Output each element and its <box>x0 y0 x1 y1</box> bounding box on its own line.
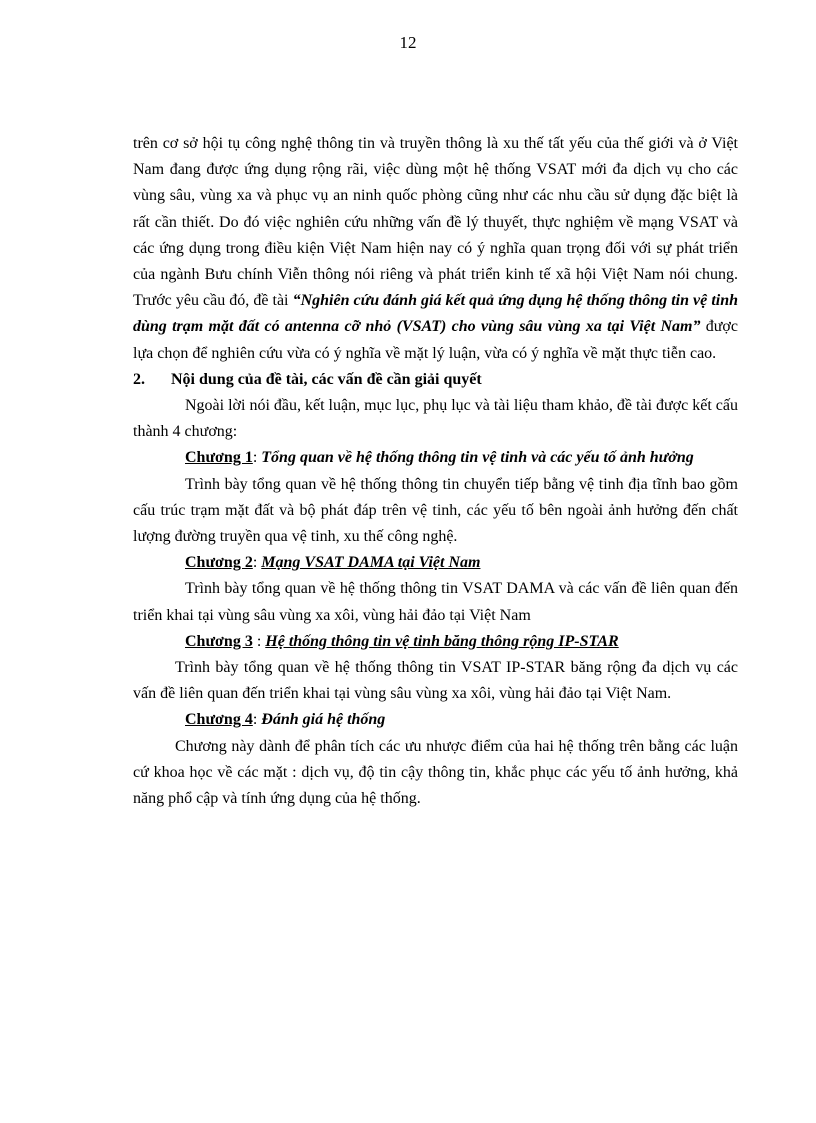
chapter-label: Chương 2 <box>185 554 253 572</box>
chapter-label: Chương 4 <box>185 711 253 729</box>
topic-title: “Nghiên cứu đánh giá kết quả ứng dụng hệ thống thông tin vệ tinh dùng trạm mặt đất có antenna cỡ nhỏ (VSAT) cho vùng sâu vùng xa tại Việt Nam” <box>133 292 739 336</box>
section-intro: Ngoài lời nói đầu, kết luận, mục lục, phụ lục và tài liệu tham khảo, đề tài được kết cấu thành 4 chương: <box>133 397 738 441</box>
chapter-description: Chương này dành để phân tích các ưu nhược điểm của hai hệ thống trên bằng các luận cứ khoa học về các mặt : dịch vụ, độ tin cậy thông tin, khắc phục các yếu tố ảnh hưởng, khả năng phổ cập và tính ứng dụng của hệ thống. <box>133 737 738 808</box>
chapter-separator: : <box>252 449 262 467</box>
chapter-title: Đánh giá hệ thống <box>261 711 386 729</box>
chapter-heading <box>133 445 738 471</box>
chapter-title: Tổng quan về hệ thống thông tin vệ tinh và các yếu tố ảnh hưởng <box>261 449 694 467</box>
document-body <box>133 131 738 812</box>
section-heading <box>133 367 738 393</box>
chapter-title: Mạng VSAT DAMA tại Việt Nam <box>261 554 481 572</box>
chapter-description: Trình bày tổng quan về hệ thống thông tin VSAT IP-STAR băng rộng đa dịch vụ các vấn đề liên quan đến triển khai tại vùng sâu vùng xa xôi, vùng hải đảo tại Việt Nam. <box>133 659 738 703</box>
page-number: 12 <box>399 33 417 52</box>
section-title: Nội dung của đề tài, các vấn đề cần giải quyết <box>171 370 482 388</box>
chapter-separator: : <box>252 711 262 729</box>
chapter-heading <box>133 629 738 655</box>
chapter-title: Hệ thống thông tin vệ tinh băng thông rộng IP-STAR <box>265 632 619 650</box>
chapter-description: Trình bày tổng quan về hệ thống thông tin VSAT DAMA và các vấn đề liên quan đến triển khai tại vùng sâu vùng xa xôi, vùng hải đảo tại Việt Nam <box>133 580 738 624</box>
intro-paragraph <box>133 131 738 367</box>
chapter-label: Chương 1 <box>185 449 253 467</box>
intro-text: trên cơ sở hội tụ công nghệ thông tin và truyền thông là xu thế tất yếu của thế giới và ở Việt Nam đang được ứng dụng rộng rãi, việc dùng một hệ thống VSAT mới đa dịch vụ cho các vùng sâu, vùng xa và phục vụ an ninh quốc phòng cũng như các nhu cầu sử dụng đặc biệt là rất cần thiết. Do đó việc nghiên cứu những vấn đề lý thuyết, thực nghiệm về mạng VSAT và các ứng dụng trong điều kiện Việt Nam hiện nay có ý nghĩa quan trọng đối với sự phát triển của ngành Bưu chính Viễn thông nói riêng và phát triển kinh tế xã hội Việt Nam nói chung. Trước yêu cầu đó, đề tài <box>133 135 738 310</box>
chapter-description: Trình bày tổng quan về hệ thống thông tin chuyển tiếp bằng vệ tinh địa tĩnh bao gồm cấu trúc trạm mặt đất và bộ phát đáp trên vệ tinh, các yếu tố bên ngoài ảnh hưởng đến chất lượng đường truyền qua vệ tinh, xu thế công nghệ. <box>133 475 738 546</box>
chapter-heading <box>133 707 738 733</box>
intro-text-end: được lựa chọn để nghiên cứu vừa có ý nghĩa về mặt lý luận, vừa có ý nghĩa về mặt thực tiễn cao. <box>133 318 738 362</box>
chapter-heading <box>133 550 738 576</box>
section-number: 2. <box>133 370 145 388</box>
chapter-separator: : <box>252 632 266 650</box>
chapter-label: Chương 3 <box>185 632 253 650</box>
chapter-separator: : <box>252 554 262 572</box>
